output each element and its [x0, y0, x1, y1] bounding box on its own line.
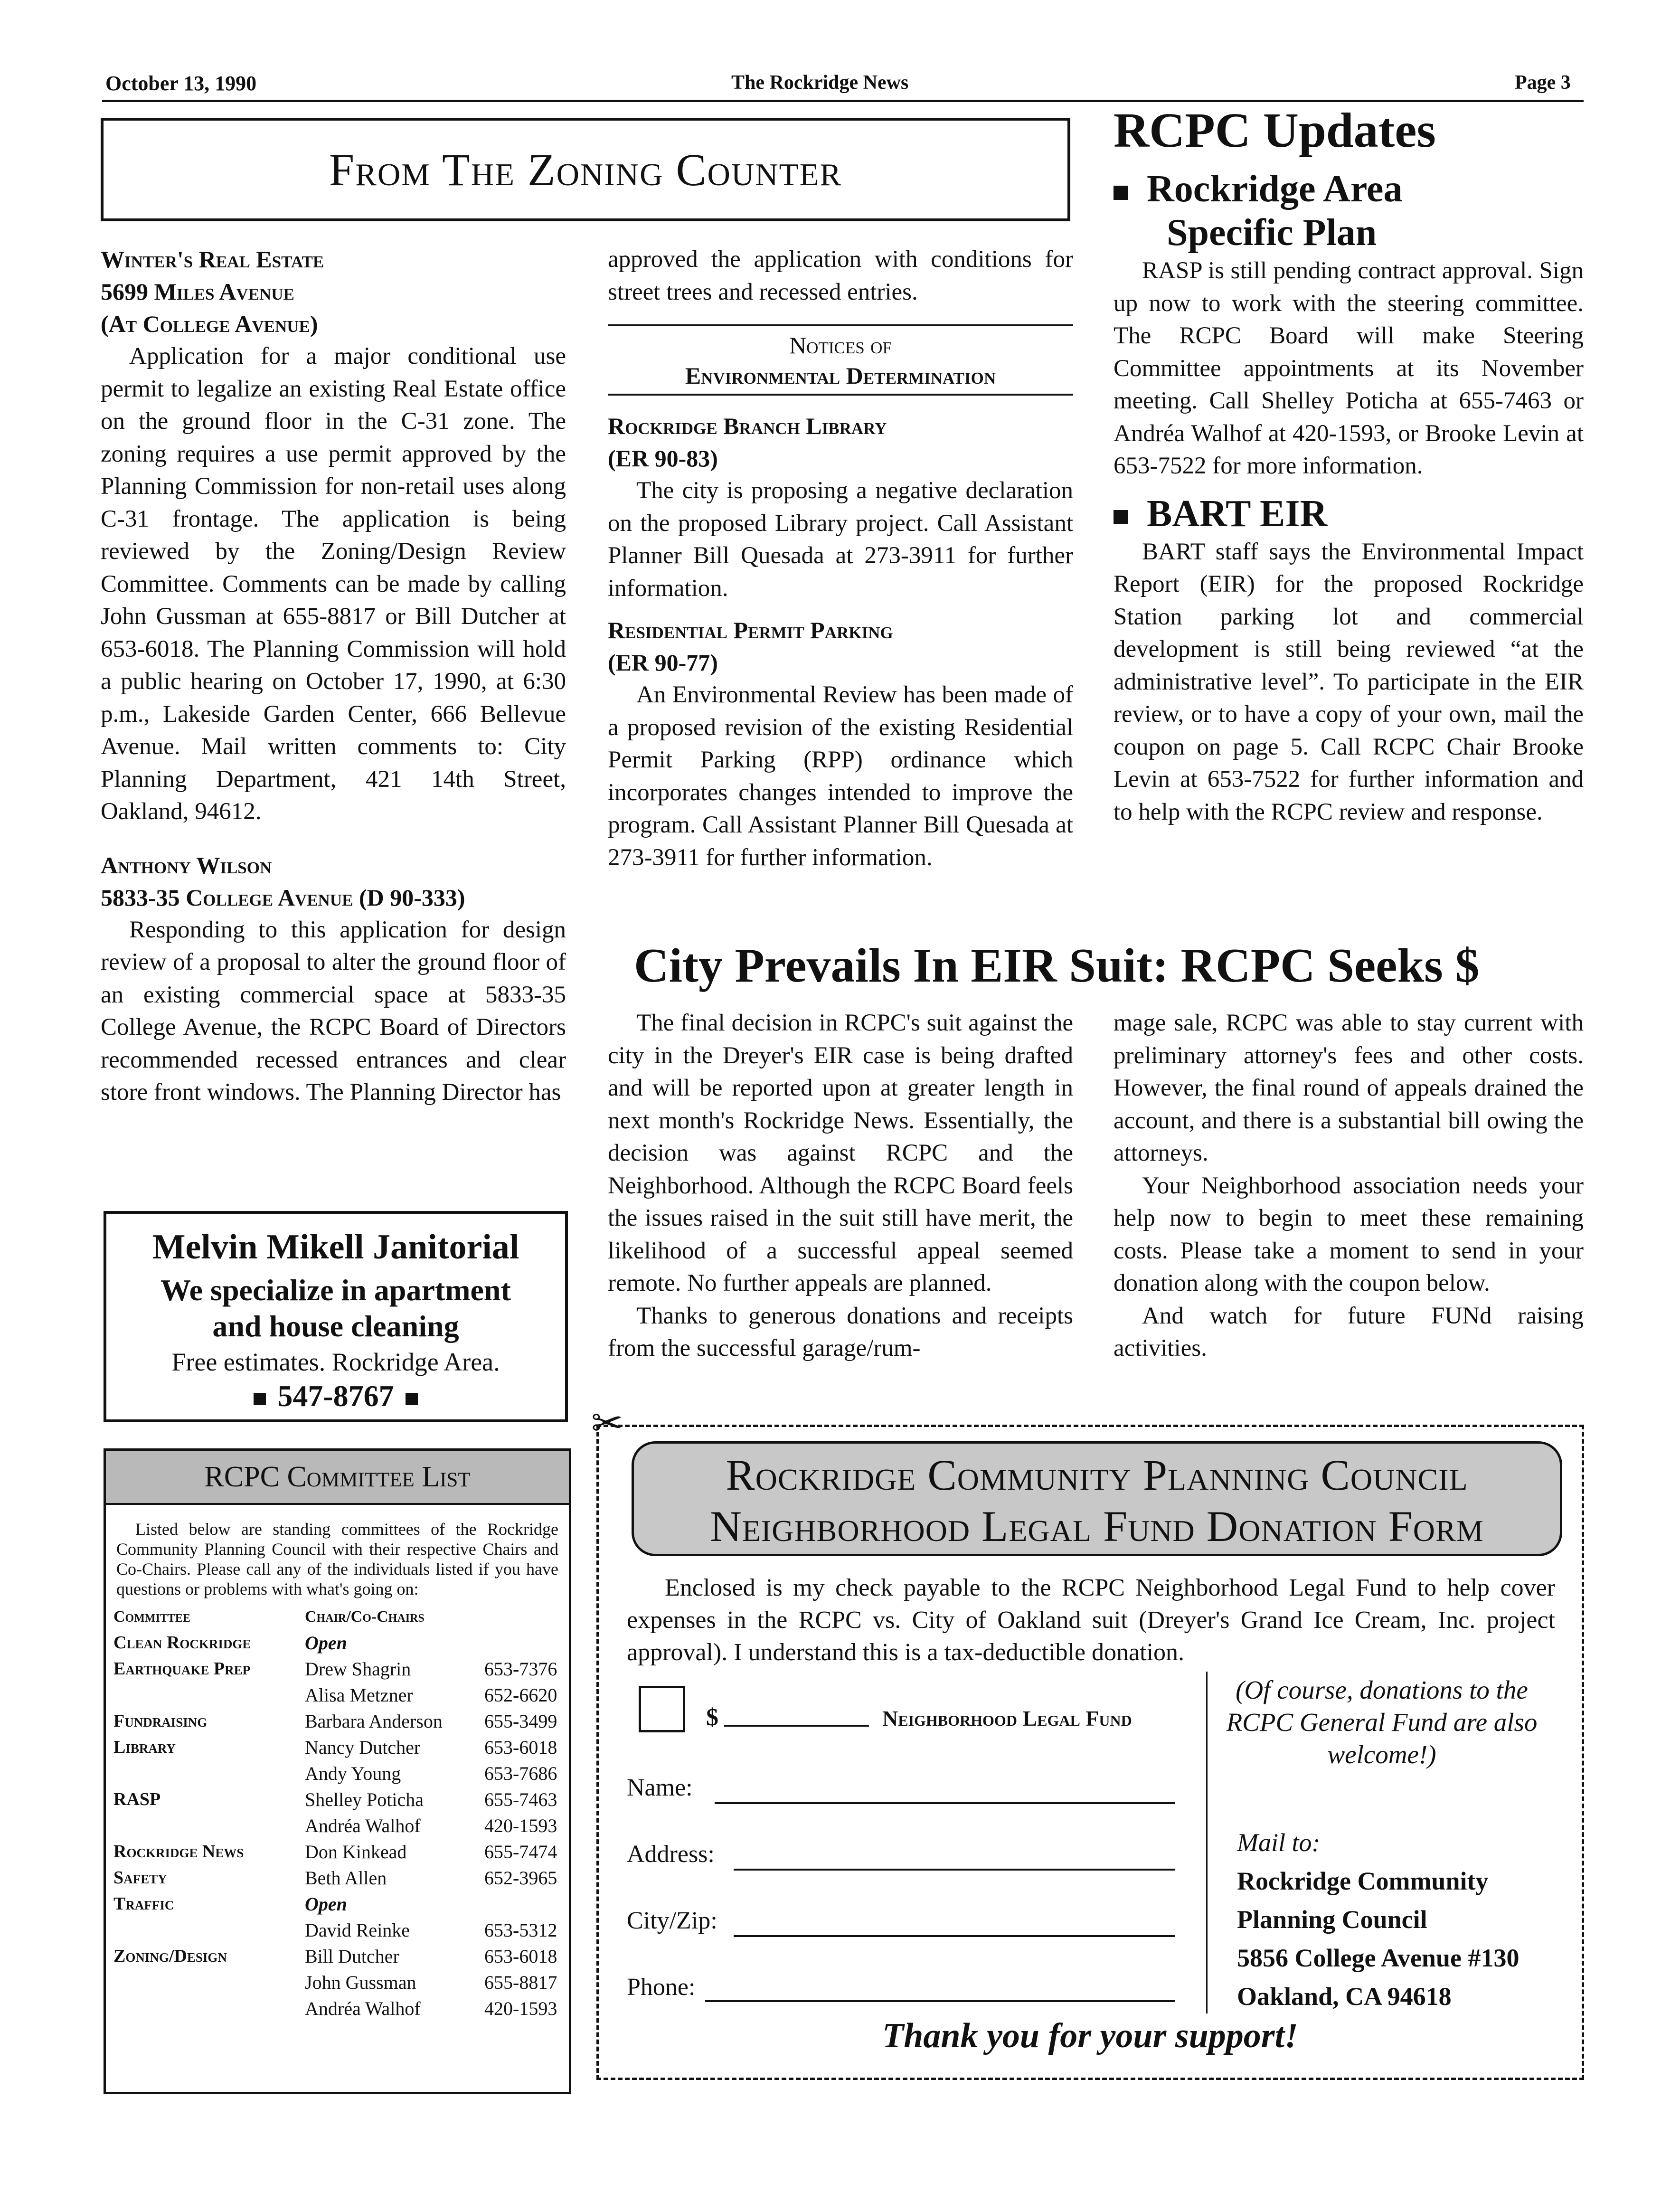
committee-name: Rockridge News: [113, 1842, 244, 1862]
committee-phone: 652-6620: [484, 1684, 557, 1706]
zoning-counter-title: From The Zoning Counter: [329, 144, 842, 195]
committee-row: [112, 1969, 559, 1995]
committee-row: [112, 1865, 559, 1891]
committee-row: [112, 1917, 559, 1943]
item2-heading-2: 5833-35 College Avenue (D 90-333): [101, 884, 465, 911]
committee-row: [112, 1839, 559, 1865]
committee-chair: Barbara Anderson: [305, 1711, 443, 1732]
name-field[interactable]: [715, 1802, 1175, 1804]
general-fund-note: (Of course, donations to the RCPC General Fund are also welcome!): [1226, 1675, 1538, 1769]
item2-heading-1: Anthony Wilson: [101, 851, 272, 879]
committee-name: Traffic: [113, 1894, 174, 1914]
zoning-counter-banner: [101, 118, 1070, 221]
rcpc-updates-title: RCPC Updates: [1114, 103, 1436, 158]
mail-to-label: Mail to:: [1237, 1828, 1321, 1857]
committee-chair: Andréa Walhof: [305, 1998, 421, 2019]
committee-name: Earthquake Prep: [113, 1659, 251, 1679]
bullet-square-icon: [1114, 510, 1128, 524]
mail-to-address: [1237, 1824, 1519, 2016]
ad-free-estimates: Free estimates. Rockridge Area.: [171, 1348, 500, 1376]
issue-date: October 13, 1990: [105, 72, 257, 95]
committee-name: Clean Rockridge: [113, 1633, 251, 1653]
committee-chair: John Gussman: [305, 1972, 416, 1993]
committee-phone: 653-6018: [484, 1737, 557, 1758]
eir-column-2: [1114, 1007, 1584, 1365]
committee-phone: 653-7686: [484, 1763, 557, 1784]
committee-row: [112, 1787, 559, 1813]
committee-phone: 653-6018: [484, 1946, 557, 1967]
item4-heading-2: (ER 90-77): [608, 649, 718, 676]
committee-chair: Open: [305, 1632, 347, 1654]
eir-paragraph-1: The final decision in RCPC's suit against the city in the Dreyer's EIR case is being drafted and will be reported upon at greater length in next month's Rockridge News. Essentially, the decision was against RCPC and the Neighborhood. Although the RCPC Board feels the issues raised in the suit still have merit, the likelihood of a successful appeal seemed remote. No further appeals are planned.: [608, 1010, 1073, 1296]
phone-label: Phone:: [627, 1974, 696, 2001]
bullet-square-icon: [254, 1393, 266, 1405]
ad-slogan-1: We specialize in apartment: [160, 1273, 511, 1307]
committee-name: [112, 1917, 303, 1943]
address-field[interactable]: [734, 1869, 1175, 1871]
item2-continued: approved the application with conditions for street trees and recessed entries.: [608, 246, 1073, 305]
committee-name: [112, 1995, 303, 2022]
notices-rule-top: [608, 324, 1073, 326]
eir-paragraph-2: Thanks to generous donations and receipts from the successful garage/rum-: [608, 1302, 1073, 1361]
bullet-square-icon: [406, 1393, 418, 1405]
committee-rows: [112, 1630, 559, 2022]
committee-chair: Bill Dutcher: [305, 1946, 399, 1967]
committee-chair: Beth Allen: [305, 1867, 387, 1889]
dollar-sign: $: [706, 1704, 718, 1731]
committee-col-header: Committee: [113, 1608, 190, 1626]
eir-paragraph-3: Your Neighborhood association needs your help now to begin to meet these remaining costs. Please take a moment to send in your donation along with the coupon below.: [1114, 1172, 1584, 1296]
committee-phone: 655-7474: [484, 1841, 557, 1862]
committee-chair: Andy Young: [305, 1763, 401, 1784]
notices-rule-bottom: [608, 394, 1073, 396]
committee-chair: Nancy Dutcher: [305, 1737, 421, 1758]
amount-field[interactable]: [724, 1725, 869, 1727]
item4-heading-1: Residential Permit Parking: [608, 617, 893, 643]
committee-phone: [482, 1891, 559, 1917]
ad-slogan-2: and house cleaning: [212, 1309, 459, 1343]
committee-name: [112, 1682, 303, 1708]
committee-phone: 420-1593: [484, 1815, 557, 1836]
committee-phone: 653-7376: [484, 1658, 557, 1680]
committee-phone: 652-3965: [484, 1867, 557, 1889]
page-number: Page 3: [1515, 72, 1571, 94]
item3-heading-2: (ER 90-83): [608, 445, 718, 472]
committee-chair: Alisa Metzner: [305, 1684, 413, 1706]
zoning-column-2: [608, 243, 1073, 874]
cityzip-field[interactable]: [734, 1935, 1175, 1937]
bart-heading-text: BART EIR: [1147, 492, 1328, 535]
zoning-column-1: [101, 243, 566, 1109]
chairs-col-header: Chair/Co-Chairs: [305, 1608, 425, 1626]
rasp-heading: [1114, 167, 1584, 211]
bart-heading: [1114, 492, 1584, 536]
item3-heading-1: Rockridge Branch Library: [608, 413, 887, 439]
committee-chair: Drew Shagrin: [305, 1658, 411, 1680]
committee-row: [112, 1630, 559, 1656]
scissors-icon: ✂: [591, 1403, 623, 1445]
committee-phone: 655-8817: [484, 1972, 557, 1993]
committee-row: [112, 1813, 559, 1839]
item2-text: Responding to this application for design review of a proposal to alter the ground floor of an existing commercial space at 5833-35 College Avenue, the RCPC Board of Directors recommended recessed entrances and clear store front windows. The Planning Director has: [101, 916, 566, 1106]
committee-name: [112, 1760, 303, 1787]
mail-line-2: Planning Council: [1237, 1905, 1427, 1934]
committee-table: [112, 1604, 559, 2022]
item4-text: An Environmental Review has been made of a proposed revision of the existing Residential Permit Parking (RPP) ordinance which incorporates changes intended to improve the program. Call Assistant Planner Bill Quesada at 273-3911 for further information.: [608, 681, 1073, 871]
cityzip-label: City/Zip:: [627, 1907, 717, 1934]
rcpc-updates-column: [1114, 167, 1584, 828]
committee-list-title: RCPC Committee List: [106, 1451, 569, 1505]
form-divider: [1206, 1672, 1208, 2013]
item1-heading-1: Winter's Real Estate: [101, 246, 324, 273]
item3-text: The city is proposing a negative declaration on the proposed Library project. Call Assistant Planner Bill Quesada at 273-3911 for further information.: [608, 477, 1073, 602]
eir-column-1: [608, 1007, 1073, 1365]
thank-you-text: Thank you for your support!: [882, 2016, 1298, 2055]
item1-text: Application for a major conditional use permit to legalize an existing Real Estate office on the ground floor in the C-31 zone. The zoning requires a use permit approved by the Planning Commission for non-retail uses along C-31 frontage. The application is being reviewed by the Zoning/Design Review Committee. Comments can be made by calling John Gussman at 655-8817 or Bill Dutcher at 653-6018. The Planning Commission will hold a public hearing on October 17, 1990, at 6:30 p.m., Lakeside Garden Center, 666 Bellevue Avenue. Mail written comments to: City Planning Department, 421 14th Street, Oakland, 94612.: [101, 343, 566, 825]
address-label: Address:: [627, 1841, 715, 1868]
committee-phone: [482, 1630, 559, 1656]
rasp-heading-1: Rockridge Area: [1147, 168, 1403, 210]
janitorial-ad: [104, 1211, 568, 1422]
committee-row: [112, 1708, 559, 1734]
committee-chair: Open: [305, 1893, 347, 1915]
committee-name: Fundraising: [113, 1711, 208, 1731]
mail-line-1: Rockridge Community: [1237, 1867, 1489, 1895]
committee-list-box: [104, 1448, 571, 2094]
committee-name: [112, 1813, 303, 1839]
committee-chair: Shelley Poticha: [305, 1789, 424, 1810]
committee-phone: 420-1593: [484, 1998, 557, 2019]
phone-field[interactable]: [705, 2000, 1175, 2002]
notices-heading-2: Environmental Determination: [685, 362, 996, 389]
committee-phone: 653-5312: [484, 1919, 557, 1941]
committee-row: [112, 1682, 559, 1708]
committee-name: RASP: [113, 1789, 161, 1809]
eir-paragraph-2-continued: mage sale, RCPC was able to stay current with preliminary attorney's fees and other costs. However, the final round of appeals drained the account, and there is a substantial bill owing the attorneys.: [1114, 1010, 1584, 1166]
form-text: Enclosed is my check payable to the RCPC Neighborhood Legal Fund to help cover expenses in the RCPC vs. City of Oakland suit (Dreyer's Grand Ice Cream, Inc. project approval). I understand this is a tax-deductible donation.: [627, 1574, 1555, 1666]
ad-phone: 547-8767: [277, 1379, 394, 1413]
rasp-text: RASP is still pending contract approval. Sign up now to work with the steering committee. The RCPC Board will make Steering Committee appointments at its November meeting. Call Shelley Poticha at 655-7463 or Andréa Walhof at 420-1593, or Brooke Levin at 653-7522 for more information.: [1114, 257, 1584, 479]
fund-label: Neighborhood Legal Fund: [882, 1706, 1132, 1730]
committee-chair: David Reinke: [305, 1919, 410, 1941]
name-label: Name:: [627, 1774, 693, 1801]
donation-form-title: [632, 1441, 1562, 1556]
paper-name: The Rockridge News: [731, 72, 909, 94]
ad-business-name: Melvin Mikell Janitorial: [152, 1228, 519, 1267]
committee-row: [112, 1943, 559, 1969]
committee-name: Library: [113, 1737, 176, 1757]
form-title-2: Neighborhood Legal Fund Donation Form: [710, 1502, 1484, 1550]
committee-row: [112, 1734, 559, 1760]
committee-chair: Andréa Walhof: [305, 1815, 421, 1836]
bart-text: BART staff says the Environmental Impact Report (EIR) for the proposed Rockridge Station parking lot and commercial development is still being reviewed “at the administrative level”. To participate in the EIR review, or to have a copy of your own, mail the coupon on page 5. Call RCPC Chair Brooke Levin at 653-7522 for further information and to help with the RCPC review and response.: [1114, 538, 1584, 825]
rasp-heading-2: Specific Plan: [1167, 212, 1377, 254]
committee-row: [112, 1656, 559, 1682]
committee-row: [112, 1891, 559, 1917]
committee-chair: Don Kinkead: [305, 1841, 407, 1862]
item1-heading-3: (At College Avenue): [101, 311, 318, 337]
mail-line-4: Oakland, CA 94618: [1237, 1982, 1452, 2011]
committee-name: Safety: [113, 1868, 167, 1888]
ad-phone-row: [106, 1379, 565, 1414]
committee-phone: 655-3499: [484, 1711, 557, 1732]
committee-row: [112, 1995, 559, 2022]
form-title-1: Rockridge Community Planning Council: [726, 1451, 1468, 1499]
bullet-square-icon: [1114, 186, 1128, 200]
committee-intro: Listed below are standing committees of the Rockridge Community Planning Council with their respective Chairs and Co-Chairs. Please call any of the individuals listed if you have questions or problems with what's going on:: [116, 1520, 558, 1598]
committee-phone: 655-7463: [484, 1789, 557, 1810]
mail-line-3: 5856 College Avenue #130: [1237, 1944, 1520, 1972]
item1-heading-2: 5699 Miles Avenue: [101, 278, 294, 305]
donation-amount-checkbox[interactable]: [639, 1686, 685, 1732]
eir-paragraph-4: And watch for future FUNd raising activities.: [1114, 1302, 1584, 1361]
notices-heading-1: Notices of: [789, 332, 892, 359]
committee-row: [112, 1760, 559, 1787]
committee-name: Zoning/Design: [113, 1946, 227, 1966]
committee-name: [112, 1969, 303, 1995]
eir-headline: City Prevails In EIR Suit: RCPC Seeks $: [634, 939, 1480, 993]
